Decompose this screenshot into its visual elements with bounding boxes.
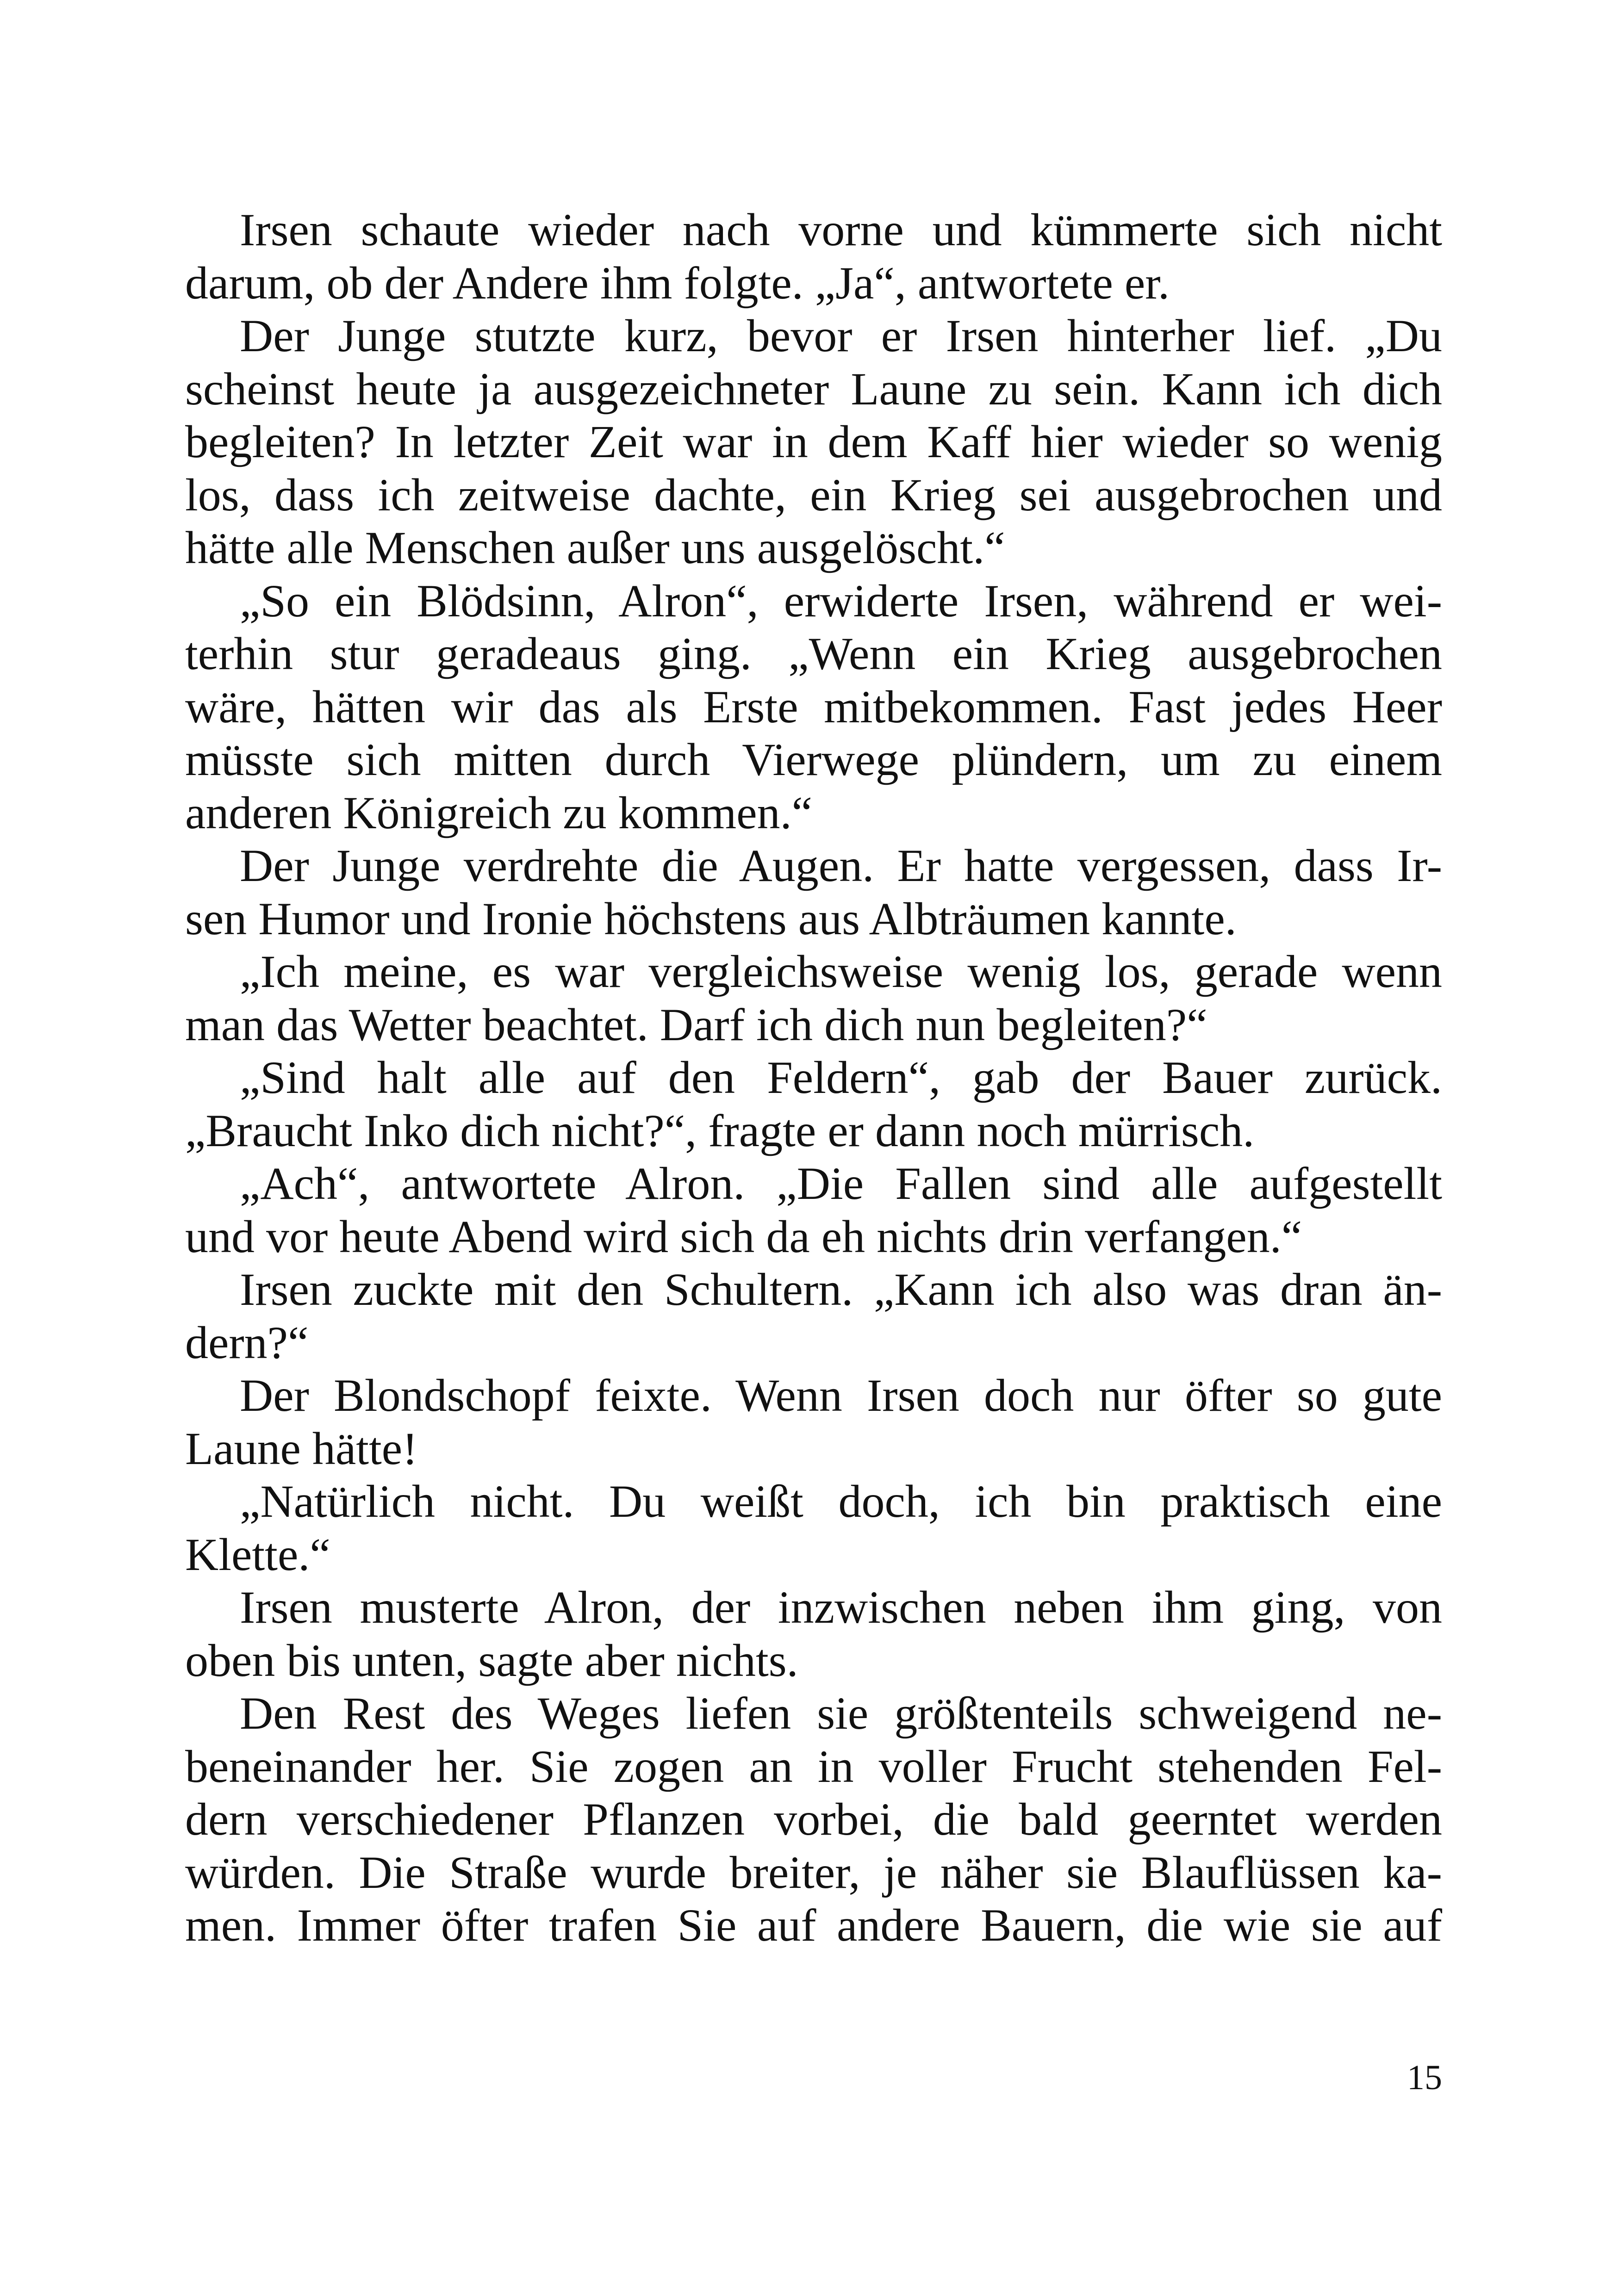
text-line: los, dass ich zeitweise dachte, ein Krieg sei ausgebrochen und xyxy=(185,469,1442,521)
text-line: oben bis unten, sagte aber nichts. xyxy=(185,1634,798,1686)
text-line: man das Wetter beachtet. Darf ich dich nun begleiten?“ xyxy=(185,999,1207,1050)
text-line: „Ach“, antwortete Alron. „Die Fallen sind alle aufgestellt xyxy=(240,1158,1442,1209)
text-line: müsste sich mitten durch Vierwege plündern, um zu einem xyxy=(185,734,1442,785)
text-line: „Ich meine, es war vergleichsweise wenig los, gerade wenn xyxy=(240,946,1442,997)
text-line: Der Junge stutzte kurz, bevor er Irsen hinterher lief. „Du xyxy=(240,310,1442,361)
text-line: men. Immer öfter trafen Sie auf andere Bauern, die wie sie auf xyxy=(185,1899,1442,1951)
text-line: Der Blondschopf feixte. Wenn Irsen doch nur öfter so gute xyxy=(240,1370,1442,1421)
text-line: hätte alle Menschen außer uns ausgelöscht.“ xyxy=(185,522,1005,573)
text-line: „Sind halt alle auf den Feldern“, gab der Bauer zurück. xyxy=(240,1052,1442,1103)
body-text xyxy=(185,204,1442,1952)
text-line: „Natürlich nicht. Du weißt doch, ich bin praktisch eine xyxy=(240,1476,1442,1527)
text-line: „So ein Blödsinn, Alron“, erwiderte Irsen, während er wei- xyxy=(240,575,1442,627)
text-line: Laune hätte! xyxy=(185,1422,418,1474)
text-line: Den Rest des Weges liefen sie größtenteils schweigend ne- xyxy=(240,1688,1442,1739)
text-line: „Braucht Inko dich nicht?“, fragte er dann noch mürrisch. xyxy=(185,1105,1255,1156)
text-line: scheinst heute ja ausgezeichneter Laune zu sein. Kann ich dich xyxy=(185,363,1442,415)
text-line: darum, ob der Andere ihm folgte. „Ja“, antwortete er. xyxy=(185,257,1170,309)
text-line: würden. Die Straße wurde breiter, je näher sie Blauflüssen ka- xyxy=(185,1846,1442,1898)
text-line: und vor heute Abend wird sich da eh nichts drin verfangen.“ xyxy=(185,1210,1302,1262)
text-line: Der Junge verdrehte die Augen. Er hatte vergessen, dass Ir- xyxy=(240,840,1442,891)
text-line: sen Humor und Ironie höchstens aus Albträumen kannte. xyxy=(185,893,1237,944)
text-line: begleiten? In letzter Zeit war in dem Kaff hier wieder so wenig xyxy=(185,416,1442,467)
text-line: Irsen zuckte mit den Schultern. „Kann ich also was dran än- xyxy=(240,1264,1442,1315)
text-line: dern?“ xyxy=(185,1316,309,1368)
text-line: wäre, hätten wir das als Erste mitbekommen. Fast jedes Heer xyxy=(185,681,1442,732)
text-line: Klette.“ xyxy=(185,1528,330,1580)
text-line: terhin stur geradeaus ging. „Wenn ein Krieg ausgebrochen xyxy=(185,628,1442,679)
text-line: Irsen schaute wieder nach vorne und kümmerte sich nicht xyxy=(240,204,1442,255)
text-line: dern verschiedener Pflanzen vorbei, die bald geerntet werden xyxy=(185,1793,1442,1845)
text-line: Irsen musterte Alron, der inzwischen neben ihm ging, von xyxy=(240,1582,1442,1633)
text-line: anderen Königreich zu kommen.“ xyxy=(185,787,813,838)
page-number: 15 xyxy=(1407,2058,1442,2097)
text-line: beneinander her. Sie zogen an in voller Frucht stehenden Fel- xyxy=(185,1740,1442,1792)
